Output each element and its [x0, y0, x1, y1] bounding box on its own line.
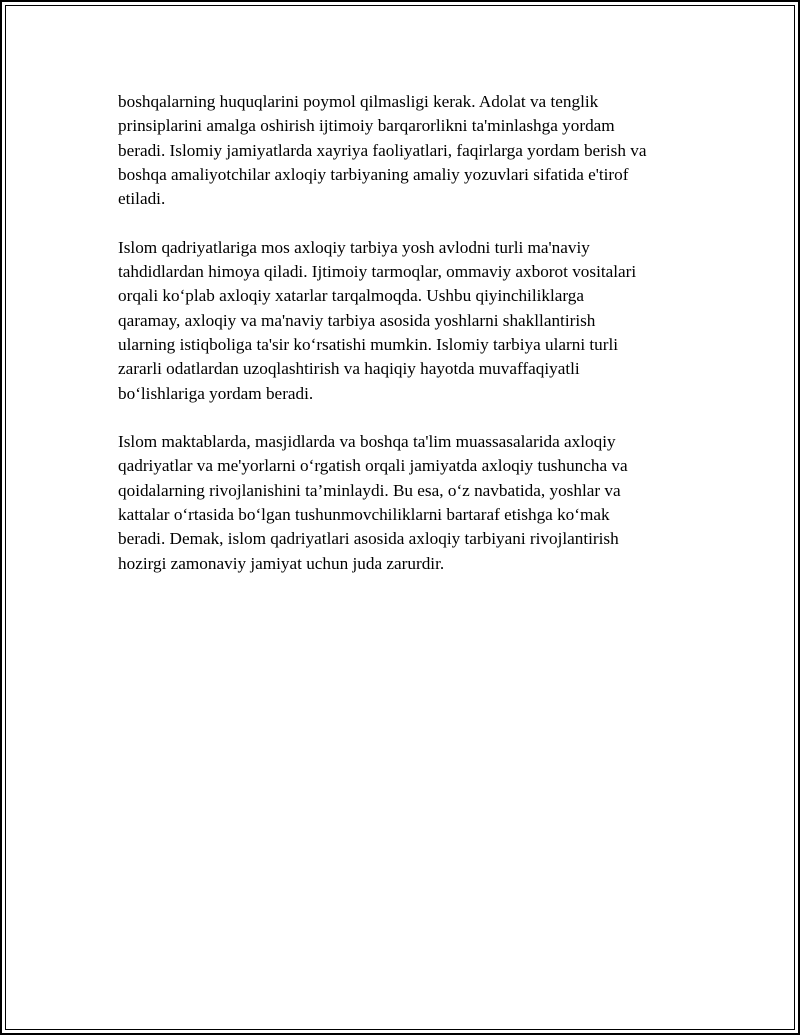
text-line: boshqalarning huquqlarini poymol qilmasligi kerak. Adolat va tenglik [118, 92, 599, 111]
text-line: kattalar o‘rtasida bo‘lgan tushunmovchiliklarni bartaraf etishga ko‘mak [118, 505, 610, 525]
text-line: beradi. Demak, islom qadriyatlari asosida axloqiy tarbiyani rivojlantirish [118, 529, 619, 549]
text-line: beradi. Islomiy jamiyatlarda xayriya faoliyatlari, faqirlarga yordam berish va [118, 140, 647, 160]
text-line: ularning istiqboliga ta'sir ko‘rsatishi mumkin. Islomiy tarbiya ularni turli [118, 334, 619, 354]
text-line: prinsiplarini amalga oshirish ijtimoiy barqarorlikni ta'minlashga yordam [118, 116, 615, 136]
text-line: zararli odatlardan uzoqlashtirish va haqiqiy hayotda muvaffaqiyatli [118, 359, 580, 379]
text-line: orqali ko‘plab axloqiy xatarlar tarqalmoqda. Ushbu qiyinchiliklarga [118, 286, 585, 306]
text-line: Islom maktablarda, masjidlarda va boshqa ta'lim muassasalarida axloqiy [118, 432, 616, 452]
text-line: qoidalarning rivojlanishini ta’minlaydi. Bu esa, o‘z navbatida, yoshlar va [118, 480, 621, 500]
text-line: boshqa amaliyotchilar axloqiy tarbiyaning amaliy yozuvlari sifatida e'tirof [118, 164, 629, 184]
paragraph-2 [118, 236, 698, 406]
paragraph-1 [118, 90, 698, 211]
text-line: etiladi. [118, 189, 166, 209]
text-line: hozirgi zamonaviy jamiyat uchun juda zarurdir. [118, 553, 445, 573]
text-line: Islom qadriyatlariga mos axloqiy tarbiya yosh avlodni turli ma'naviy [118, 237, 590, 257]
text-line: qadriyatlar va me'yorlarni o‘rgatish orqali jamiyatda axloqiy tushuncha va [118, 456, 628, 476]
text-line: qaramay, axloqiy va ma'naviy tarbiya asosida yoshlarni shakllantirish [118, 310, 596, 330]
text-line: tahdidlardan himoya qiladi. Ijtimoiy tarmoqlar, ommaviy axborot vositalari [118, 262, 637, 282]
text-line: bo‘lishlariga yordam beradi. [118, 383, 314, 403]
paragraph-3 [118, 430, 698, 576]
document-body [118, 90, 698, 600]
